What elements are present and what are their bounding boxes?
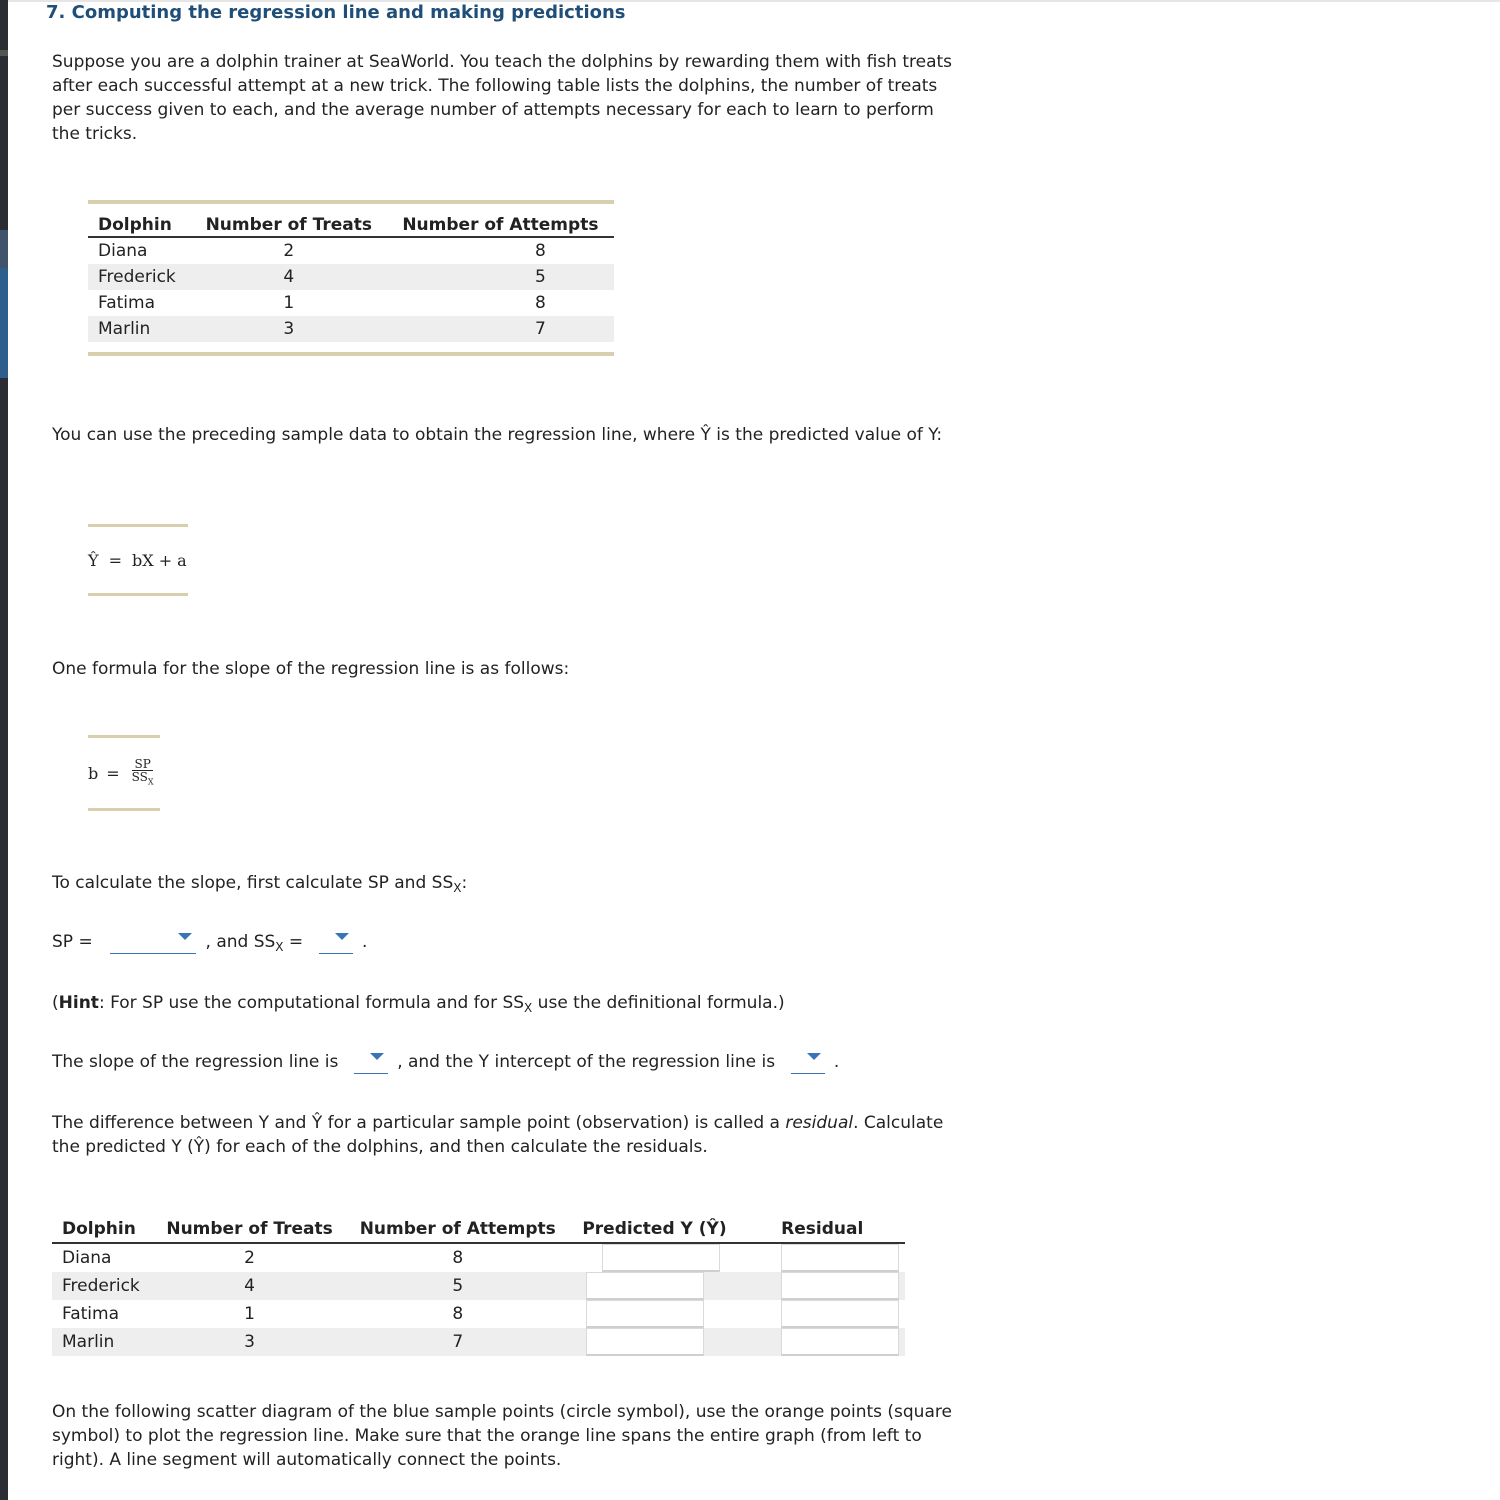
sp-dropdown[interactable] — [110, 931, 196, 954]
sp-label: SP = — [52, 932, 93, 952]
column-header-attempts: Number of Attempts — [346, 1216, 570, 1243]
sp-ssx-line — [52, 930, 367, 959]
column-header-dolphin: Dolphin — [88, 214, 191, 237]
intro-paragraph: Suppose you are a dolphin trainer at SeaWorld. You teach the dolphins by rewarding them with fish treats after each successful attempt at a new trick. The following table lists the dolphins, the number of treats per success given to each, and the average number of attempts necessary for each to learn to perform the tricks. — [52, 52, 953, 144]
treats-value: 3 — [153, 1328, 346, 1356]
table-row — [52, 1300, 905, 1328]
dolphin-name: Frederick — [52, 1272, 153, 1300]
residual-cell — [739, 1272, 905, 1300]
treats-value: 4 — [153, 1272, 346, 1300]
treats-value: 3 — [191, 316, 387, 342]
residual-cell — [739, 1243, 905, 1272]
equation-rhs: bX + a — [131, 550, 187, 570]
attempts-value: 8 — [452, 1304, 464, 1324]
attempts-value: 5 — [346, 1272, 570, 1300]
predicted-cell — [570, 1243, 740, 1272]
dolphin-name: Frederick — [88, 264, 191, 290]
dolphin-name: Fatima — [62, 1304, 120, 1324]
fraction-numerator: SP — [134, 756, 151, 771]
slope-lhs: b — [88, 763, 99, 783]
ssx-label: , and $SS_X$ = — [205, 932, 304, 954]
dolphin-name: Diana — [62, 1248, 112, 1268]
hint-text: (Hint: For SP use the computational formula and for $SS_X$ use the definitional formula.) — [52, 993, 785, 1015]
fraction-denominator: $SS_X$ — [131, 769, 154, 787]
table-row — [88, 316, 614, 342]
sentence-period: . — [362, 932, 368, 952]
residual-cell — [739, 1328, 905, 1356]
prediction-table — [52, 1216, 905, 1356]
attempts-value: 8 — [534, 293, 546, 313]
treats-value: 2 — [244, 1248, 255, 1268]
dolphin-name: Marlin — [88, 316, 191, 342]
slope-formula — [88, 738, 160, 808]
column-header-treats: Number of Treats — [191, 214, 387, 237]
intercept-text: , and the Y intercept of the regression line is — [397, 1052, 776, 1072]
table-bottom-rule — [88, 352, 614, 356]
ssx-dropdown[interactable] — [319, 931, 353, 954]
predicted-cell — [570, 1300, 740, 1328]
column-header-treats: Number of Treats — [153, 1216, 346, 1243]
predicted-cell — [570, 1272, 740, 1300]
regression-intro: You can use the preceding sample data to obtain the regression line, where Ŷ is the predicted value of Y: — [52, 425, 943, 445]
column-header-attempts: Number of Attempts — [387, 214, 614, 237]
residual-input[interactable] — [781, 1272, 899, 1300]
intercept-dropdown[interactable] — [791, 1051, 825, 1074]
equation-lhs: Ŷ — [88, 550, 99, 570]
slope-dropdown[interactable] — [354, 1051, 388, 1074]
table-row — [52, 1243, 905, 1272]
column-header-predicted: Predicted Y (Ŷ) — [570, 1216, 740, 1243]
slope-intercept-line — [52, 1050, 839, 1074]
predicted-cell — [570, 1328, 740, 1356]
hint-label: Hint — [58, 993, 99, 1013]
residual-cell — [739, 1300, 905, 1328]
table-top-rule — [88, 200, 614, 204]
treats-value: 4 — [191, 264, 387, 290]
dolphin-name: Marlin — [52, 1328, 153, 1356]
attempts-value: 8 — [452, 1248, 464, 1268]
equation-equals: = — [108, 550, 122, 570]
residual-input[interactable] — [781, 1328, 899, 1356]
treats-value: 2 — [283, 241, 295, 261]
section-title: 7. Computing the regression line and making predictions — [46, 2, 626, 23]
left-sidebar-edge — [0, 0, 8, 1500]
chevron-down-icon — [335, 933, 349, 940]
predicted-input[interactable] — [586, 1328, 704, 1356]
slope-formula-box — [88, 735, 160, 811]
regression-equation — [88, 527, 188, 593]
calc-intro: To calculate the slope, first calculate SP and $SS_X$: — [52, 873, 468, 895]
treats-value: 1 — [283, 293, 295, 313]
slope-fraction — [132, 758, 154, 788]
predicted-input[interactable] — [586, 1272, 704, 1300]
dolphin-data-table — [88, 200, 614, 356]
treats-value: 1 — [244, 1304, 255, 1324]
chevron-down-icon — [370, 1053, 384, 1060]
chevron-down-icon — [807, 1053, 821, 1060]
table-row — [88, 264, 614, 290]
residual-paragraph: The difference between Y and Ŷ for a particular sample point (observation) is called a residual. Calculate the predicted Y (Ŷ) for each of the dolphins, and then calculate the residuals. — [52, 1113, 944, 1157]
residual-term: residual — [785, 1113, 854, 1133]
dolphin-name: Fatima — [98, 293, 156, 313]
regression-equation-box — [88, 524, 188, 596]
table-row — [88, 237, 614, 264]
slope-intro: One formula for the slope of the regression line is as follows: — [52, 659, 570, 679]
scatter-instructions: On the following scatter diagram of the blue sample points (circle symbol), use the orange points (square symbol) to plot the regression line. Make sure that the orange line spans the entire graph (from left to right). A line segment will automatically connect the points. — [52, 1402, 952, 1470]
attempts-value: 8 — [534, 241, 546, 261]
predicted-input[interactable] — [602, 1244, 720, 1272]
column-header-residual: Residual — [739, 1216, 905, 1243]
attempts-value: 7 — [346, 1328, 570, 1356]
attempts-value: 5 — [387, 264, 614, 290]
chevron-down-icon — [178, 933, 192, 940]
slope-text: The slope of the regression line is — [52, 1052, 339, 1072]
column-header-dolphin: Dolphin — [52, 1216, 153, 1243]
dolphin-name: Diana — [98, 241, 148, 261]
residual-input[interactable] — [781, 1244, 899, 1272]
attempts-value: 7 — [387, 316, 614, 342]
sentence-period: . — [833, 1052, 840, 1072]
table-row — [52, 1272, 905, 1300]
residual-input[interactable] — [781, 1300, 899, 1328]
slope-equals: = — [106, 763, 120, 783]
predicted-input[interactable] — [586, 1300, 704, 1328]
table-row — [52, 1328, 905, 1356]
table-row — [88, 290, 614, 316]
